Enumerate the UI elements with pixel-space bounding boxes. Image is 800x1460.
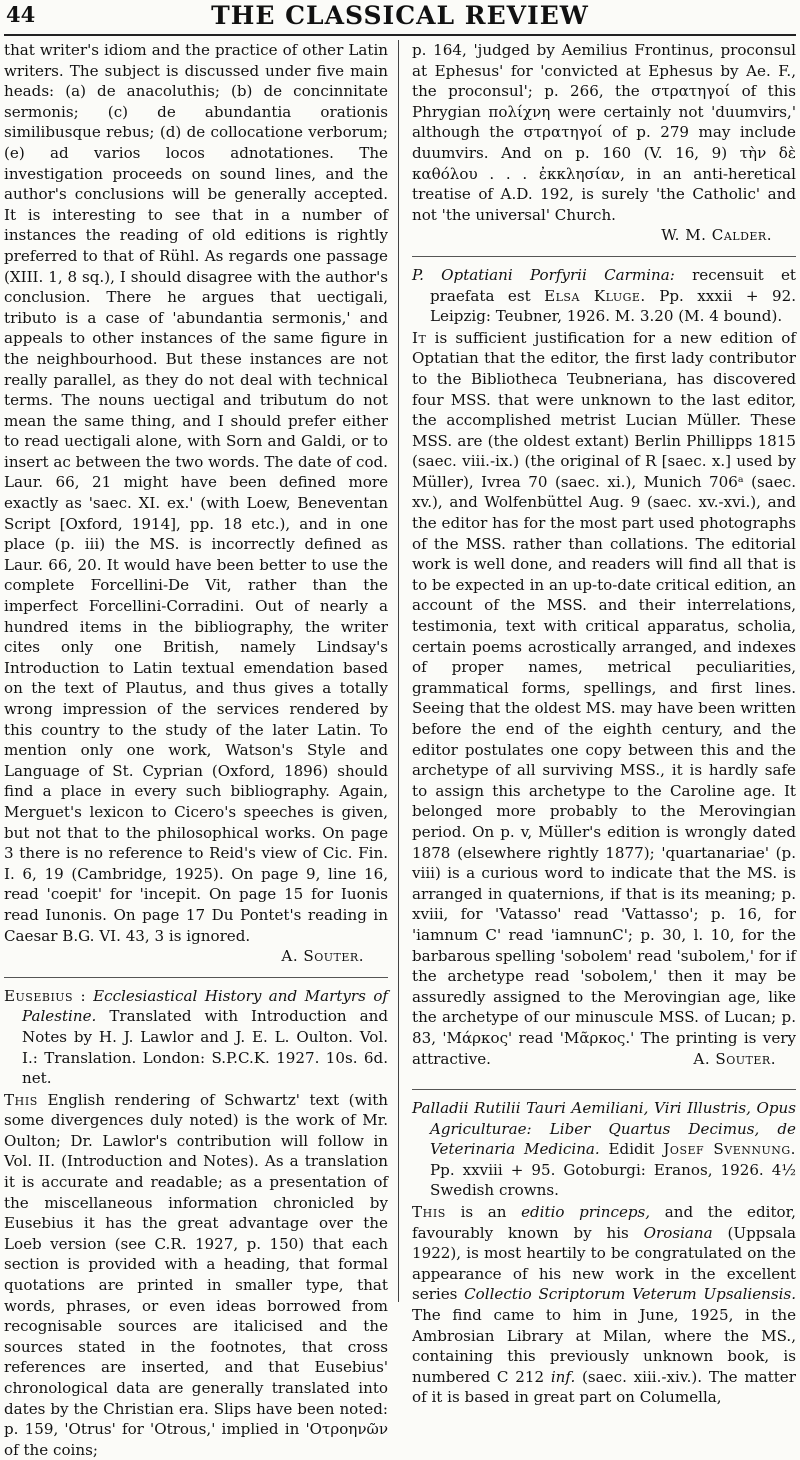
- emphasis-inf: inf.: [550, 1367, 576, 1386]
- signature-calder: W. M. Calder.: [661, 226, 772, 245]
- review-continuation: that writer's idiom and the practice of other Latin writers. The subject is discussed under five main heads: (a) de anacoluthis; (b) de concinnitate sermonis; (c) de abundantia orationis similibusque rebus; (d) de collocatione verborum; (e) ad varios locos adnotationes. The investigation proceeds on sound lines, and the author's conclusions will be generally accepted. It is interesting to see that in a number of instances the reading of old editions is rightly preferred to that of Rühl. As regards one passage (XIII. 1, 8 sq.), I should disagree with the author's conclusion. There he argues that uectigali, tributo is a case of 'abundantia sermonis,' and appeals to other instances of the same figure in the neighbourhood. But these instances are not really parallel, as they do not deal with technical terms. The nouns uectigal and tributum do not mean the same thing, and I should prefer either to read uectigali alone, with Sorn and Galdi, or to insert ac between the two words. The date of cod. Laur. 66, 21 might have been defined more exactly as 'saec. XI. ex.' (with Loew, Beneventan Script [Oxford, 1914], pp. 18 etc.), and in one place (p. iii) the MS. is incorrectly defined as Laur. 66, 20. It would have been better to use the complete Forcellini-De Vit, rather than the imperfect Forcellini-Corradini. Out of nearly a hundred items in the bibliography, the writer cites only one British, namely Lindsay's Introduction to Latin textual emendation based on the text of Plautus, and thus gives a totally wrong impression of the services rendered by this country to the study of the later Latin. To mention only one work, Watson's Style and Language of St. Cyprian (Oxford, 1896) should find a place in every such bibliography. Again, Merguet's lexicon to Cicero's speeches is given, but not that to the philosophical works. On page 3 there is no reference to Reid's view of Cic. Fin. I. 6, 19 (Cambridge, 1925). On page 9, line 16, read 'coepit' for 'incepit. On page 15 for Iuonis read Iunonis. On page 17 Du Pontet's reading in Caesar B.G. VI. 43, 3 is ignored.: [4, 41, 388, 945]
- review-author: Eusebius: [4, 986, 74, 1005]
- emphasis-series: Collectio Scriptorum Veterum Upsaliensis.: [464, 1285, 796, 1304]
- review-text-2: and the editor, favourably known by his: [412, 1203, 796, 1242]
- page-number: 44: [6, 2, 36, 27]
- review-title: Palladii Rutilii Tauri Aemiliani, Viri Illustris, Opus Agriculturae: Liber Quartus Decimus, de Veterinaria Medicina.: [412, 1099, 796, 1159]
- signature-souter-2: A. Souter.: [693, 1049, 776, 1068]
- review-title: Ecclesiastical History and Martyrs of Palestine.: [22, 986, 388, 1026]
- review-separator: [412, 1089, 796, 1090]
- review-heading-palladius: [412, 1098, 796, 1201]
- review-editor: Elsa Kluge.: [544, 286, 646, 305]
- lead-word: It: [412, 328, 427, 347]
- signature-souter-1: A. Souter.: [281, 947, 364, 966]
- review-publication-details: recensuit et praefata est: [430, 265, 796, 305]
- review-separator: [412, 256, 796, 257]
- review-text-3: (Uppsala 1922), is most heartily to be congratulated on the appearance of his new work in the excellent series: [412, 1223, 796, 1304]
- review-separator: [4, 977, 388, 978]
- review-continuation-right: p. 164, 'judged by Aemilius Frontinus, proconsul at Ephesus' for 'convicted at Ephesus by Ae. F., the proconsul'; p. 266, the στρατηγοί of this Phrygian πολίχνη were certainly not 'duumvirs,' although the στρατηγοί of p. 279 may include duumvirs. And on p. 160 (V. 16, 9) τὴν δὲ καθόλου . . . ἐκκλησίαν, in an anti-heretical treatise of A.D. 192, is surely 'the Catholic' and not 'the universal' Church.: [412, 41, 796, 224]
- review-publication-details: Translated with Introduction and Notes by H. J. Lawlor and J. E. L. Oulton. Vol. I.: Translation. London: S.P.C.K. 1927. 10s. 6d. net.: [22, 1007, 388, 1088]
- review-text: is sufficient justification for a new edition of Optatian that the editor, the first lady contributor to the Bibliotheca Teubneriana, has discovered four MSS. that were unknown to the last editor, the accomplished metrist Lucian Müller. These MSS. are (the oldest extant) Berlin Phillipps 1815 (saec. viii.-ix.) (the original of R [saec. x.] used by Müller), Ivrea 70 (saec. xi.), Munich 706ᵃ (saec. xv.), and Wolfenbüttel Aug. 9 (saec. xv.-xvi.), and the editor has for the most part used photographs of the MSS. rather than collations. The editorial work is well done, and readers will find all that is to be expected in an up-to-date critical edition, an account of the MSS. and their interrelations, testimonia, text with critical apparatus, scholia, certain poems acrostically arranged, and indexes of proper names, metrical peculiarities, grammatical forms, spellings, and first lines. Seeing that the oldest MS. may have been written before the end of the eighth century, and the editor postulates one copy between this and the archetype of all surviving MSS., it is hardly safe to assign this archetype to the Caroline age. It belonged more probably to the Merovingian period. On p. v, Müller's edition is wrongly dated 1878 (elsewhere rightly 1877); 'quartanariae' (p. viii) is a curious word to indicate that the MS. is arranged in quaternions, if that is its meaning; p. xviii, for 'Vatasso' read 'Vattasso'; p. 16, for 'iamnum C' read 'iamnunC'; p. 30, l. 10, for the barbarous spelling 'sobolem' read 'subolem,' for if the archetype read 'sobolem,' then it may be assuredly assigned to the Merovingian age, like the archetype of our minuscule MSS. of Lucan; p. 83, 'Μάρκος' read 'Μᾶρκος.' The printing is very attractive.: [412, 328, 796, 1068]
- header-rule: [4, 34, 796, 36]
- review-heading-optatian: [412, 265, 796, 327]
- review-text-1: is an: [460, 1203, 507, 1222]
- review-heading-eusebius: Eusebius : Ecclesiastical History and Martyrs of Palestine. Translated with Introduction and Notes by H. J. Lawlor and J. E. L. Oulton. Vol. I.: Translation. London: S.P.C.K. 1927. 10s. 6d. net.: [4, 986, 388, 1088]
- review-text-5: (saec. xiii.-xiv.). The matter of it is based in great part on Columella,: [412, 1367, 796, 1407]
- lead-word: This: [412, 1203, 446, 1222]
- right-column: [412, 40, 796, 1408]
- review-text: English rendering of Schwartz' text (with some divergences duly noted) is the work of Mr. Oulton; Dr. Lawlor's contribution will follow in Vol. II. (Introduction and Notes). As a translation it is accurate and readable; as a presentation of the miscellaneous information chronicled by Eusebius it has the great advantage over the Loeb version (see C.R. 1927, p. 150) that each section is provided with a heading, that formal quotations are printed in smaller type, that words, phrases, or even ideas borrowed from recognisable sources are italicised and the sources stated in the footnotes, that cross references are inserted, and that Eusebius' chronological data are generally translated into dates by the Christian era. Slips have been noted: p. 159, 'Otrus' for 'Otrous,' implied in 'Οτροηνῶν of the coins;: [4, 1090, 388, 1459]
- lead-word: This: [4, 1090, 38, 1109]
- review-title: P. Optatiani Porfyrii Carmina:: [412, 265, 675, 284]
- column-divider: [398, 40, 399, 1302]
- review-body-palladius: [412, 1202, 796, 1408]
- emphasis-editio: editio princeps,: [521, 1203, 651, 1222]
- review-publication-details-2: Pp. xxxii + 92. Leipzig: Teubner, 1926. M. 3.20 (M. 4 bound).: [430, 286, 796, 326]
- review-publication-details: Edidit: [608, 1140, 655, 1159]
- review-text-4: The find came to him in June, 1925, in the Ambrosian Library at Milan, where the MS., containing this previously unknown book, is numbered C 212: [412, 1306, 796, 1386]
- review-editor: Josef Svennung.: [663, 1140, 796, 1159]
- emphasis-orosiana: Orosiana: [643, 1223, 713, 1242]
- left-column: [4, 40, 388, 1460]
- review-body-eusebius: [4, 1090, 388, 1460]
- review-body-optatian: [412, 328, 796, 1069]
- review-publication-details-2: Pp. xxviii + 95. Gotoburgi: Eranos, 1926. 4½ Swedish crowns.: [430, 1160, 796, 1200]
- running-title: THE CLASSICAL REVIEW: [211, 1, 589, 30]
